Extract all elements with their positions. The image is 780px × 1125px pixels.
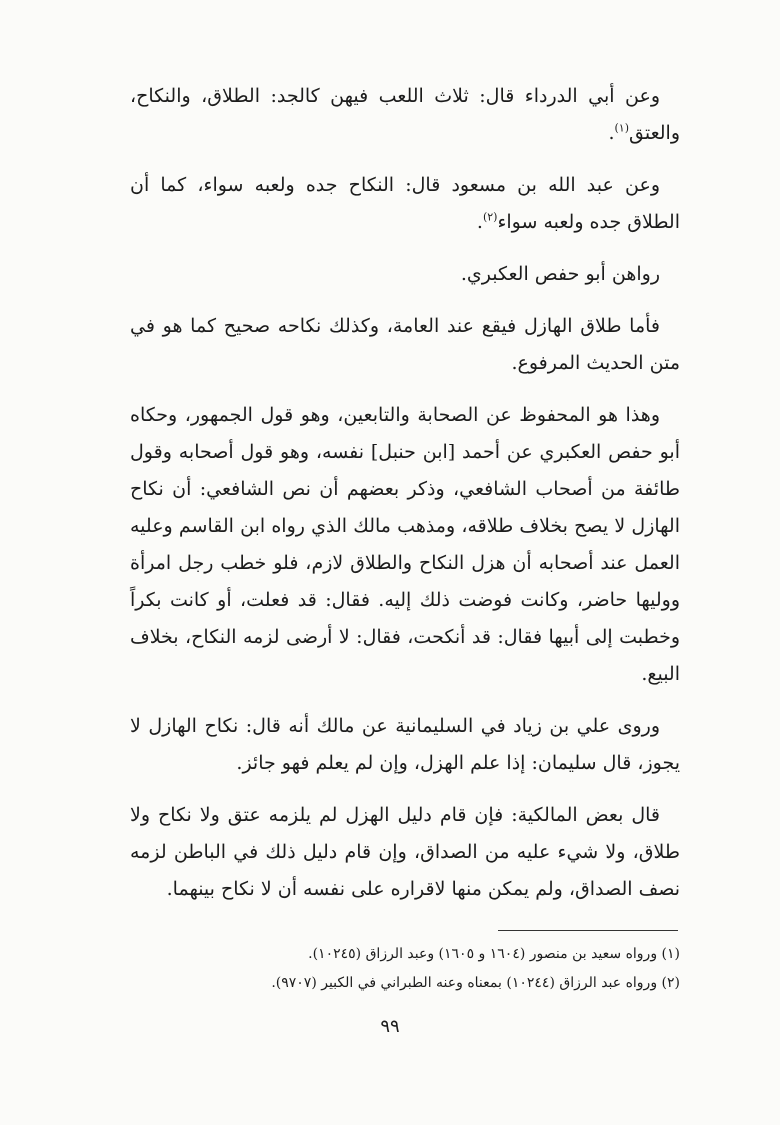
page-number: ٩٩ xyxy=(380,1016,400,1037)
paragraph-5 xyxy=(130,397,680,693)
footnotes xyxy=(150,940,680,998)
paragraph-6 xyxy=(130,708,680,782)
paragraph-1 xyxy=(130,78,680,152)
paragraph-text: وهذا هو المحفوظ عن الصحابة والتابعين، وهو قول الجمهور، وحكاه أبو حفص العكبري عن أحمد [ابن حنبل] نفسه، وهو قول أصحابه وقول طائفة من أصحاب الشافعي، وذكر بعضهم أن نص الشافعي: أن نكاح الهازل لا يصح بخلاف طلاقه، ومذهب مالك الذي رواه ابن القاسم وعليه العمل عند أصحابه أن هزل النكاح والطلاق لازم، فلو خطب رجل امرأة ووليها حاضر، وكانت فوضت ذلك إليه. فقال: قد فعلت، أو كانت بكراً وخطبت إلى أبيها فقال: قد أنكحت، فقال: لا أرضى لزمه النكاح، بخلاف البيع. xyxy=(130,404,680,685)
paragraph-text: وعن عبد الله بن مسعود قال: النكاح جده ولعبه سواء، كما أن الطلاق جده ولعبه سواء xyxy=(130,174,680,233)
paragraph-text: وعن أبي الدرداء قال: ثلاث اللعب فيهن كالجد: الطلاق، والنكاح، والعتق xyxy=(130,85,680,144)
footnote-reference[interactable]: (١) xyxy=(614,121,629,135)
footnote-1: (١) ورواه سعيد بن منصور (١٦٠٤ و ١٦٠٥) وعبد الرزاق (١٠٢٤٥). xyxy=(308,946,680,962)
paragraph-text: فأما طلاق الهازل فيقع عند العامة، وكذلك نكاحه صحيح كما هو في متن الحديث المرفوع. xyxy=(130,315,680,374)
paragraph-3 xyxy=(130,256,680,293)
paragraph-tail: . xyxy=(608,122,615,144)
paragraph-text: وروى علي بن زياد في السليمانية عن مالك أنه قال: نكاح الهازل لا يجوز، قال سليمان: إذا علم الهزل، وإن لم يعلم فهو جائز. xyxy=(130,715,680,774)
paragraph-tail: . xyxy=(476,211,483,233)
footnote-2: (٢) ورواه عبد الرزاق (١٠٢٤٤) بمعناه وعنه الطبراني في الكبير (٩٧٠٧). xyxy=(271,975,680,991)
paragraph-text: قال بعض المالكية: فإن قام دليل الهزل لم يلزمه عتق ولا نكاح ولا طلاق، ولا شيء عليه من الصداق، وإن قام دليل ذلك في الباطن لزمه نصف الصداق، ولم يمكن منها لاقراره على نفسه أن لا نكاح بينهما. xyxy=(130,804,680,900)
paragraph-4 xyxy=(130,308,680,382)
body-text xyxy=(130,78,680,908)
paragraph-2 xyxy=(130,167,680,241)
paragraph-7 xyxy=(130,797,680,908)
footnote-reference[interactable]: (٢) xyxy=(482,210,498,224)
paragraph-text: رواهن أبو حفص العكبري. xyxy=(460,263,660,285)
footnote-divider xyxy=(498,930,678,931)
